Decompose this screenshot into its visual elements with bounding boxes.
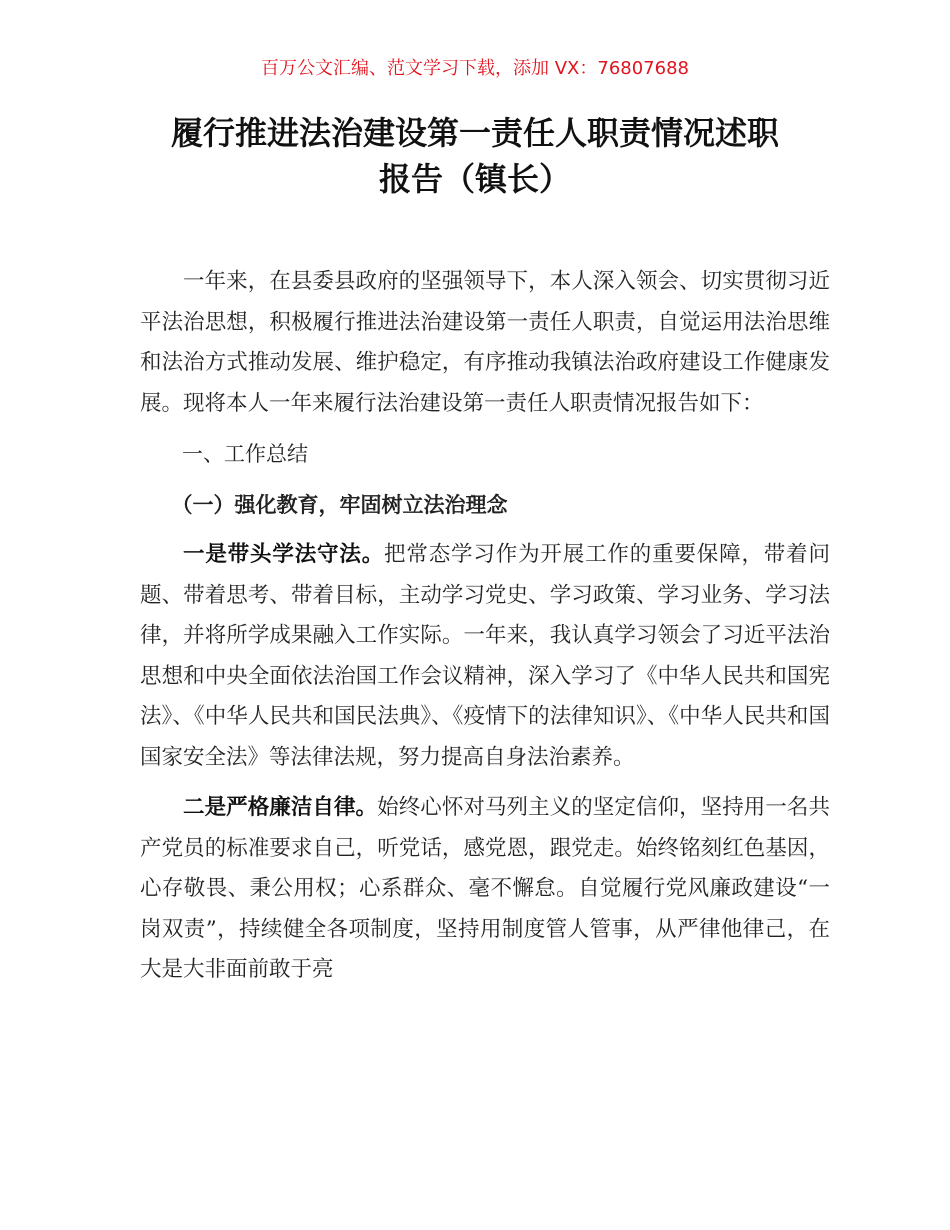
- document-title: [100, 110, 850, 202]
- paragraph-point-2: [140, 788, 830, 991]
- title-line-1: 履行推进法治建设第一责任人职责情况述职: [170, 114, 779, 152]
- section-heading: 一、工作总结: [182, 442, 308, 466]
- document-body: [140, 262, 830, 1001]
- point-1-text: 把常态学习作为开展工作的重要保障，带着问题、带着思考、带着目标，主动学习党史、学习政策、学习业务、学习法律，并将所学成果融入工作实际。一年来，我认真学习领会了习近平法治思想和中央全面依法治国工作会议精神，深入学习了《中华人民共和国宪法》、《中华人民共和国民法典》、《疫情下的法律知识》、《中华人民共和国国家安全法》等法律法规，努力提高自身法治素养。: [140, 542, 830, 770]
- point-1-lead: 一是带头学法守法。: [183, 542, 385, 567]
- point-2-lead: 二是严格廉洁自律。: [183, 795, 378, 820]
- paragraph-point-1: [140, 535, 830, 778]
- title-line-2: 报告（镇长）: [378, 160, 571, 198]
- subsection-heading: （一）强化教育，牢固树立法治理念: [171, 492, 508, 517]
- watermark-banner: 百万公文汇编、范文学习下载，添加 VX：76807688: [261, 58, 689, 79]
- intro-paragraph: 一年来，在县委县政府的坚强领导下，本人深入领会、切实贯彻习近平法治思想，积极履行推进法治建设第一责任人职责，自觉运用法治思维和法治方式推动发展、维护稳定，有序推动我镇法治政府建设工作健康发展。现将本人一年来履行法治建设第一责任人职责情况报告如下：: [140, 269, 830, 416]
- point-2-text: 始终心怀对马列主义的坚定信仰，坚持用一名共产党员的标准要求自己，听党话，感党恩，跟党走。始终铭刻红色基因，心存敬畏、秉公用权；心系群众、毫不懈怠。自觉履行党风廉政建设“一岗双责”，持续健全各项制度，坚持用制度管人管事，从严律他律己，在大是大非面前敢于亮: [140, 795, 830, 982]
